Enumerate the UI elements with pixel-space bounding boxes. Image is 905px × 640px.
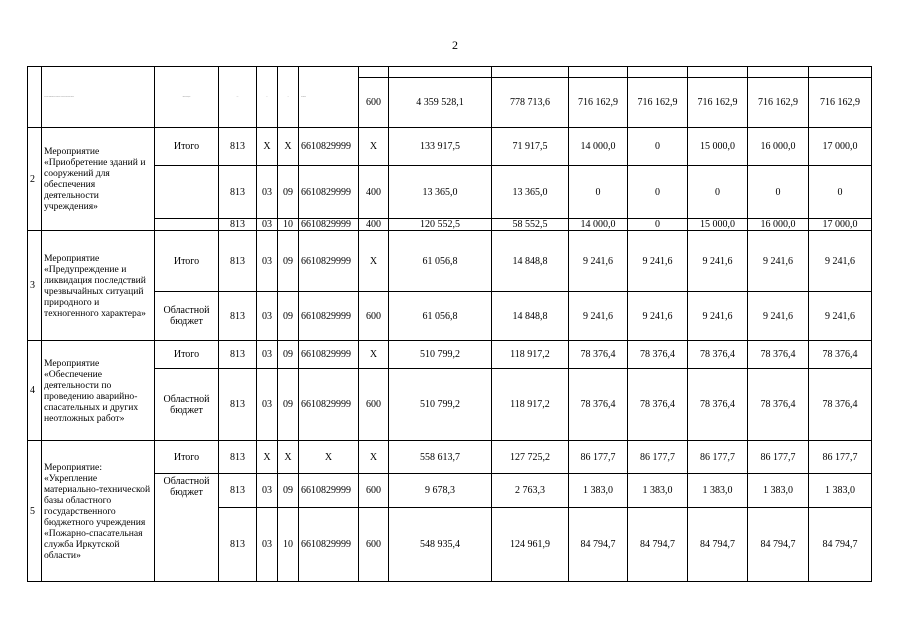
value-cell: 133 917,5 — [389, 128, 492, 166]
value-cell: 0 — [688, 166, 748, 219]
value-cell: 86 177,7 — [748, 441, 809, 474]
grbs-code: 813 — [219, 128, 257, 166]
value-cell: 9 241,6 — [809, 231, 872, 292]
value-cell: 14 000,0 — [569, 128, 628, 166]
pr-code: 09 — [278, 474, 299, 508]
value-cell: 127 725,2 — [492, 441, 569, 474]
value-cell: 15 000,0 — [688, 128, 748, 166]
grbs-code: 813 — [219, 166, 257, 219]
funding-source: Областной бюджет — [155, 67, 219, 128]
value-cell: 9 241,6 — [569, 292, 628, 341]
value-cell: 9 241,6 — [569, 231, 628, 292]
grbs-code: 813 — [219, 341, 257, 369]
value-cell: 124 961,9 — [492, 508, 569, 582]
funding-source: Итого — [155, 441, 219, 474]
value-cell: 86 177,7 — [628, 441, 688, 474]
value-cell: 84 794,7 — [688, 508, 748, 582]
pr-code: X — [278, 441, 299, 474]
value-cell: 1 383,0 — [628, 474, 688, 508]
budget-table — [27, 66, 872, 582]
rz-code: 03 — [257, 341, 278, 369]
row-number — [28, 67, 42, 128]
csr-code: 6610829999 — [299, 369, 359, 441]
pr-code: 10 — [278, 219, 299, 231]
value-cell: 16 000,0 — [748, 128, 809, 166]
activity-name: тушению и профилактике пожаров на территории Иркутской области» — [42, 67, 155, 128]
vr-code: X — [359, 341, 389, 369]
rz-code: 03 — [257, 219, 278, 231]
csr-code: 6610829999 — [299, 341, 359, 369]
value-cell: 13 365,0 — [389, 166, 492, 219]
value-cell: 1 383,0 — [748, 474, 809, 508]
table-row — [28, 474, 872, 508]
value-cell: 716 162,9 — [628, 78, 688, 128]
rz-code: 03 — [257, 369, 278, 441]
value-cell: 9 241,6 — [748, 292, 809, 341]
value-cell: 0 — [628, 128, 688, 166]
value-cell: 9 241,6 — [628, 292, 688, 341]
value-cell: 1 383,0 — [688, 474, 748, 508]
activity-name: Мероприятие: «Укрепление материально-технической базы областного государственного бюджетного учреждения «Пожарно-спасательная служба Иркутской области» — [42, 441, 155, 582]
grbs-code: 813 — [219, 67, 257, 128]
activity-name: Мероприятие «Приобретение зданий и сооружений для обеспечения деятельности учреждения» — [42, 128, 155, 231]
vr-code: 600 — [359, 292, 389, 341]
grbs-code: 813 — [219, 508, 257, 582]
value-cell: 61 056,8 — [389, 231, 492, 292]
value-cell: 58 552,5 — [492, 219, 569, 231]
value-cell: 17 000,0 — [809, 219, 872, 231]
table-row — [28, 369, 872, 441]
value-cell: 71 917,5 — [492, 128, 569, 166]
funding-source — [155, 166, 219, 219]
funding-source: Итого — [155, 231, 219, 292]
row-number: 4 — [28, 341, 42, 441]
value-cell: 9 241,6 — [688, 231, 748, 292]
value-cell: 0 — [628, 219, 688, 231]
table-row — [28, 292, 872, 341]
rz-code: 03 — [257, 474, 278, 508]
value-cell: 78 376,4 — [569, 341, 628, 369]
value-cell: 14 000,0 — [569, 219, 628, 231]
value-cell: 9 678,3 — [389, 474, 492, 508]
value-cell: 84 794,7 — [569, 508, 628, 582]
value-cell: 558 613,7 — [389, 441, 492, 474]
value-cell: 510 799,2 — [389, 341, 492, 369]
value-cell: 9 241,6 — [809, 292, 872, 341]
value-cell: 78 376,4 — [569, 369, 628, 441]
activity-name: Мероприятие «Обеспечение деятельности по проведению аварийно-спасательных и других неотложных работ» — [42, 341, 155, 441]
value-cell: 78 376,4 — [748, 341, 809, 369]
table-row — [28, 166, 872, 219]
rz-code: 03 — [257, 292, 278, 341]
rz-code: X — [257, 128, 278, 166]
value-cell: 0 — [628, 166, 688, 219]
rz-code: X — [257, 441, 278, 474]
row-number: 5 — [28, 441, 42, 582]
value-cell: 78 376,4 — [628, 369, 688, 441]
value-cell: 16 000,0 — [748, 219, 809, 231]
grbs-code: 813 — [219, 292, 257, 341]
table-row — [28, 128, 872, 166]
value-cell: 14 848,8 — [492, 292, 569, 341]
value-cell: 78 376,4 — [809, 369, 872, 441]
value-cell: 9 241,6 — [688, 292, 748, 341]
csr-code: 6610829999 — [299, 67, 359, 128]
funding-source: Областной бюджет — [155, 369, 219, 441]
rz-code: 03 — [257, 508, 278, 582]
value-cell: 1 383,0 — [569, 474, 628, 508]
value-cell: 86 177,7 — [809, 441, 872, 474]
value-cell: 120 552,5 — [389, 219, 492, 231]
value-cell: 1 383,0 — [809, 474, 872, 508]
value-cell: 9 241,6 — [628, 231, 688, 292]
pr-code: 09 — [278, 166, 299, 219]
pr-code: 09 — [278, 292, 299, 341]
csr-code: 6610829999 — [299, 231, 359, 292]
value-cell: 716 162,9 — [688, 78, 748, 128]
funding-source: Областной бюджет — [155, 292, 219, 341]
activity-name: Мероприятие «Предупреждение и ликвидация последствий чрезвычайных ситуаций природного и техногенного характера» — [42, 231, 155, 341]
rz-code: 03 — [257, 166, 278, 219]
vr-code: X — [359, 441, 389, 474]
pr-code: X — [278, 128, 299, 166]
grbs-code: 813 — [219, 369, 257, 441]
csr-code: X — [299, 441, 359, 474]
csr-code: 6610829999 — [299, 166, 359, 219]
pr-code: 10 — [278, 508, 299, 582]
funding-source: Итого — [155, 128, 219, 166]
table-row — [28, 341, 872, 369]
csr-code: 6610829999 — [299, 474, 359, 508]
value-cell: 78 376,4 — [628, 341, 688, 369]
csr-code: 6610829999 — [299, 508, 359, 582]
grbs-code: 813 — [219, 219, 257, 231]
vr-code: X — [359, 128, 389, 166]
value-cell: 78 376,4 — [809, 341, 872, 369]
table-row — [28, 219, 872, 231]
value-cell: 4 359 528,1 — [389, 78, 492, 128]
value-cell: 510 799,2 — [389, 369, 492, 441]
pr-code: 10 — [278, 67, 299, 128]
value-cell: 84 794,7 — [748, 508, 809, 582]
vr-code: 600 — [359, 474, 389, 508]
value-cell: 778 713,6 — [492, 78, 569, 128]
value-cell: 84 794,7 — [628, 508, 688, 582]
rz-code: 03 — [257, 67, 278, 128]
value-cell: 2 763,3 — [492, 474, 569, 508]
value-cell: 86 177,7 — [688, 441, 748, 474]
value-cell: 0 — [569, 166, 628, 219]
value-cell: 78 376,4 — [748, 369, 809, 441]
page-number: 2 — [452, 38, 458, 52]
value-cell: 716 162,9 — [809, 78, 872, 128]
table-row — [28, 231, 872, 292]
value-cell: 9 241,6 — [748, 231, 809, 292]
csr-code: 6610829999 — [299, 219, 359, 231]
value-cell: 0 — [748, 166, 809, 219]
csr-code: 6610829999 — [299, 292, 359, 341]
grbs-code: 813 — [219, 441, 257, 474]
table-row — [28, 441, 872, 474]
value-cell: 118 917,2 — [492, 369, 569, 441]
pr-code: 09 — [278, 231, 299, 292]
vr-code: 600 — [359, 369, 389, 441]
pr-code: 09 — [278, 341, 299, 369]
value-cell: 14 848,8 — [492, 231, 569, 292]
row-number: 3 — [28, 231, 42, 341]
csr-code: 6610829999 — [299, 128, 359, 166]
grbs-code: 813 — [219, 231, 257, 292]
value-cell: 78 376,4 — [688, 341, 748, 369]
vr-code: X — [359, 231, 389, 292]
vr-code: 400 — [359, 166, 389, 219]
funding-source: Итого — [155, 341, 219, 369]
value-cell: 17 000,0 — [809, 128, 872, 166]
value-cell: 84 794,7 — [809, 508, 872, 582]
value-cell: 61 056,8 — [389, 292, 492, 341]
funding-source: Областной бюджет — [155, 474, 219, 582]
value-cell: 118 917,2 — [492, 341, 569, 369]
vr-code: 600 — [359, 508, 389, 582]
value-cell: 78 376,4 — [688, 369, 748, 441]
table-header-strip — [28, 67, 872, 78]
value-cell: 13 365,0 — [492, 166, 569, 219]
value-cell: 15 000,0 — [688, 219, 748, 231]
pr-code: 09 — [278, 369, 299, 441]
vr-code: 600 — [359, 78, 389, 128]
value-cell: 716 162,9 — [569, 78, 628, 128]
grbs-code: 813 — [219, 474, 257, 508]
value-cell: 0 — [809, 166, 872, 219]
row-number: 2 — [28, 128, 42, 231]
funding-source — [155, 219, 219, 231]
value-cell: 716 162,9 — [748, 78, 809, 128]
value-cell: 548 935,4 — [389, 508, 492, 582]
rz-code: 03 — [257, 231, 278, 292]
value-cell: 86 177,7 — [569, 441, 628, 474]
vr-code: 400 — [359, 219, 389, 231]
